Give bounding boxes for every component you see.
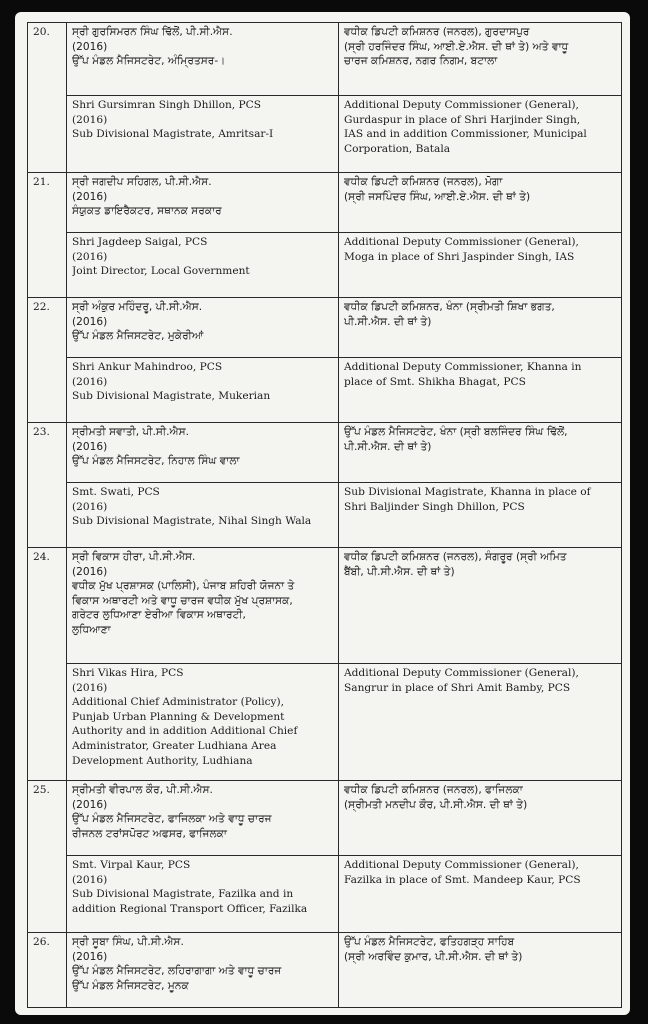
officer-english-line: Shri Gursimran Singh Dhillon, PCS bbox=[72, 99, 262, 111]
serial-number: 24. bbox=[28, 548, 67, 781]
officer-punjabi-line: (2016) bbox=[72, 798, 108, 811]
officer-punjabi bbox=[67, 548, 339, 664]
officer-english-line: Shri Vikas Hira, PCS bbox=[72, 667, 184, 679]
officer-english-line: (2016) bbox=[72, 873, 108, 886]
posting-punjabi bbox=[339, 298, 622, 358]
posting-punjabi-line: ਬੈਂਬੀ, ਪੀ.ਸੀ.ਐਸ. ਦੀ ਥਾਂ ਤੇ) bbox=[344, 565, 455, 578]
officer-english-line: (2016) bbox=[72, 375, 108, 388]
posting-english-line: IAS and in addition Commissioner, Municipal bbox=[344, 128, 587, 141]
posting-english-line: Corporation, Batala bbox=[344, 142, 451, 155]
officer-punjabi-line: (2016) bbox=[72, 315, 108, 328]
posting-english bbox=[339, 664, 622, 781]
officer-punjabi-line: ਲੁਧਿਆਣਾ bbox=[72, 623, 111, 636]
posting-english-line: Gurdaspur in place of Shri Harjinder Singh, bbox=[344, 113, 581, 126]
officer-punjabi-line: ਉੱਪ ਮੰਡਲ ਮੈਜਿਸਟਰੇਟ, ਮੂਨਕ bbox=[72, 979, 189, 992]
officer-english-line: Additional Chief Administrator (Policy), bbox=[72, 696, 285, 709]
officer-punjabi bbox=[67, 781, 339, 856]
posting-punjabi-line: (ਸ੍ਰੀ ਅਰਵਿੰਦ ਕੁਮਾਰ, ਪੀ.ਸੀ.ਐਸ. ਦੀ ਥਾਂ ਤੇ) bbox=[344, 950, 523, 963]
officer-punjabi-line: ਸ੍ਰੀਮਤੀ ਸਵਾਤੀ, ਪੀ.ਸੀ.ਐਸ. bbox=[72, 426, 190, 438]
entry-row-english bbox=[28, 96, 622, 173]
entry-row-punjabi bbox=[28, 423, 622, 483]
posting-english bbox=[339, 233, 622, 298]
entry-row-english bbox=[28, 664, 622, 781]
officer-english-line: Sub Divisional Magistrate, Fazilka and in bbox=[72, 888, 294, 901]
officer-punjabi-line: ਉੱਪ ਮੰਡਲ ਮੈਜਿਸਟਰੇਟ, ਲਹਿਰਾਗਾਗਾ ਅਤੇ ਵਾਧੂ ਚਾਰਜ bbox=[72, 965, 282, 978]
officer-english-line: (2016) bbox=[72, 500, 108, 513]
officer-punjabi-line: ਉੱਪ ਮੰਡਲ ਮੈਜਿਸਟਰੇਟ, ਅੰਮ੍ਰਿਤਸਰ-। bbox=[72, 55, 226, 68]
officer-punjabi bbox=[67, 173, 339, 233]
officer-english-line: Authority and in addition Additional Chief bbox=[72, 725, 298, 738]
officer-english bbox=[67, 358, 339, 423]
officer-english-line: Smt. Virpal Kaur, PCS bbox=[72, 859, 191, 871]
serial-number: 23. bbox=[28, 423, 67, 548]
entry-row-punjabi bbox=[28, 23, 622, 96]
officer-punjabi-line: ਉੱਪ ਮੰਡਲ ਮੈਜਿਸਟਰੇਟ, ਫਾਜਿਲਕਾ ਅਤੇ ਵਾਧੂ ਚਾਰਜ bbox=[72, 813, 272, 826]
posting-english-line: Sub Divisional Magistrate, Khanna in place of bbox=[344, 486, 591, 498]
posting-punjabi-line: (ਸ੍ਰੀ ਜਸਪਿੰਦਰ ਸਿੰਘ, ਆਈ.ਏ.ਐਸ. ਦੀ ਥਾਂ ਤੇ) bbox=[344, 190, 531, 203]
officer-punjabi-line: ਉੱਪ ਮੰਡਲ ਮੈਜਿਸਟਰੇਟ, ਨਿਹਾਲ ਸਿੰਘ ਵਾਲਾ bbox=[72, 455, 240, 468]
document-page bbox=[15, 12, 630, 1015]
posting-punjabi bbox=[339, 781, 622, 856]
officer-english-line: (2016) bbox=[72, 681, 108, 694]
officer-punjabi bbox=[67, 933, 339, 1008]
officer-english-line: (2016) bbox=[72, 250, 108, 263]
officer-punjabi-line: ਸ੍ਰੀਮਤੀ ਵੀਰਪਾਲ ਕੌਰ, ਪੀ.ਸੀ.ਐਸ. bbox=[72, 784, 213, 796]
entry-row-english bbox=[28, 483, 622, 548]
posting-punjabi-line: (ਸ੍ਰੀਮਤੀ ਮਨਦੀਪ ਕੌਰ, ਪੀ.ਸੀ.ਐਸ. ਦੀ ਥਾਂ ਤੇ) bbox=[344, 798, 528, 811]
posting-punjabi-line: ਚਾਰਜ ਕਮਿਸ਼ਨਰ, ਨਗਰ ਨਿਗਮ, ਬਟਾਲਾ bbox=[344, 55, 498, 68]
posting-punjabi-line: ਉੱਪ ਮੰਡਲ ਮੈਜਿਸਟਰੇਟ, ਖੰਨਾ (ਸ੍ਰੀ ਬਲਜਿੰਦਰ ਸਿੰਘ ਢਿੱਲੋਂ, bbox=[344, 426, 568, 438]
posting-punjabi-line: ਵਧੀਕ ਡਿਪਟੀ ਕਮਿਸ਼ਨਰ (ਜਨਰਲ), ਫਾਜਿਲਕਾ bbox=[344, 784, 523, 796]
serial-number: 25. bbox=[28, 781, 67, 933]
entry-row-punjabi bbox=[28, 548, 622, 664]
officer-punjabi-line: (2016) bbox=[72, 950, 108, 963]
officer-english-line: Joint Director, Local Government bbox=[72, 265, 250, 278]
officer-punjabi-line: ਸ੍ਰੀ ਵਿਕਾਸ ਹੀਰਾ, ਪੀ.ਸੀ.ਐਸ. bbox=[72, 551, 196, 563]
officer-punjabi-line: ਵਿਕਾਸ ਅਥਾਰਟੀ ਅਤੇ ਵਾਧੂ ਚਾਰਜ ਵਧੀਕ ਮੁੱਖ ਪ੍ਰਸ਼ਾਸਕ, bbox=[72, 594, 293, 607]
officer-english bbox=[67, 233, 339, 298]
posting-english-line: Moga in place of Shri Jaspinder Singh, IAS bbox=[344, 250, 575, 263]
posting-english bbox=[339, 358, 622, 423]
entry-row-punjabi bbox=[28, 298, 622, 358]
officer-english-line: Shri Jagdeep Saigal, PCS bbox=[72, 236, 208, 248]
officer-punjabi-line: (2016) bbox=[72, 40, 108, 53]
officer-english bbox=[67, 96, 339, 173]
officer-punjabi bbox=[67, 23, 339, 96]
serial-number: 22. bbox=[28, 298, 67, 423]
officer-punjabi-line: ਗਰੇਟਰ ਲੁਧਿਆਣਾ ਏਰੀਆ ਵਿਕਾਸ ਅਥਾਰਟੀ, bbox=[72, 609, 246, 622]
entry-row-english bbox=[28, 856, 622, 933]
posting-punjabi-line: ਉੱਪ ਮੰਡਲ ਮੈਜਿਸਟਰੇਟ, ਫਤਿਹਗੜ੍ਹ ਸਾਹਿਬ bbox=[344, 936, 515, 948]
posting-punjabi-line: (ਸ੍ਰੀ ਹਰਜਿੰਦਰ ਸਿੰਘ, ਆਈ.ਏ.ਐਸ. ਦੀ ਥਾਂ ਤੇ) ਅਤੇ ਵਾਧੂ bbox=[344, 40, 569, 53]
serial-number: 26. bbox=[28, 933, 67, 1008]
officer-punjabi bbox=[67, 423, 339, 483]
officer-punjabi-line: (2016) bbox=[72, 440, 108, 453]
officer-punjabi bbox=[67, 298, 339, 358]
officer-punjabi-line: ਉੱਪ ਮੰਡਲ ਮੈਜਿਸਟਰੇਟ, ਮੁਕੇਰੀਆਂ bbox=[72, 330, 204, 343]
officer-english-line: addition Regional Transport Officer, Fazilka bbox=[72, 902, 308, 915]
officer-punjabi-line: ਵਧੀਕ ਮੁੱਖ ਪ੍ਰਸ਼ਾਸਕ (ਪਾਲਿਸੀ), ਪੰਜਾਬ ਸ਼ਹਿਰੀ ਯੋਜਨਾ ਤੇ bbox=[72, 580, 295, 593]
entry-row-punjabi bbox=[28, 173, 622, 233]
officer-english bbox=[67, 483, 339, 548]
officer-english bbox=[67, 664, 339, 781]
posting-english-line: Additional Deputy Commissioner, Khanna in bbox=[344, 361, 582, 373]
transfer-orders-table bbox=[27, 22, 622, 1008]
posting-english bbox=[339, 96, 622, 173]
officer-english-line: Shri Ankur Mahindroo, PCS bbox=[72, 361, 223, 373]
entry-row-english bbox=[28, 233, 622, 298]
entry-row-punjabi bbox=[28, 781, 622, 856]
officer-english-line: Punjab Urban Planning & Development bbox=[72, 710, 285, 723]
posting-punjabi-line: ਪੀ.ਸੀ.ਐਸ. ਦੀ ਥਾਂ ਤੇ) bbox=[344, 440, 432, 453]
posting-english-line: Sangrur in place of Shri Amit Bamby, PCS bbox=[344, 681, 571, 694]
officer-english-line: Sub Divisional Magistrate, Nihal Singh Wala bbox=[72, 515, 312, 528]
posting-punjabi bbox=[339, 23, 622, 96]
posting-english-line: Additional Deputy Commissioner (General), bbox=[344, 667, 579, 679]
officer-english-line: Sub Divisional Magistrate, Amritsar-I bbox=[72, 128, 274, 141]
officer-punjabi-line: (2016) bbox=[72, 190, 108, 203]
posting-punjabi-line: ਵਧੀਕ ਡਿਪਟੀ ਕਮਿਸ਼ਨਰ, ਖੰਨਾ (ਸ੍ਰੀਮਤੀ ਸ਼ਿਖਾ ਭਗਤ, bbox=[344, 301, 555, 313]
posting-english-line: Shri Baljinder Singh Dhillon, PCS bbox=[344, 500, 525, 513]
officer-english bbox=[67, 856, 339, 933]
posting-english-line: Additional Deputy Commissioner (General), bbox=[344, 236, 579, 248]
officer-english-line: Development Authority, Ludhiana bbox=[72, 754, 253, 767]
posting-english-line: place of Smt. Shikha Bhagat, PCS bbox=[344, 375, 526, 388]
officer-punjabi-line: ਸ੍ਰੀ ਸੂਬਾ ਸਿੰਘ, ਪੀ.ਸੀ.ਐਸ. bbox=[72, 936, 184, 948]
officer-english-line: Smt. Swati, PCS bbox=[72, 486, 160, 498]
officer-english-line: Sub Divisional Magistrate, Mukerian bbox=[72, 390, 271, 403]
posting-punjabi-line: ਪੀ.ਸੀ.ਐਸ. ਦੀ ਥਾਂ ਤੇ) bbox=[344, 315, 432, 328]
officer-punjabi-line: ਸ੍ਰੀ ਗੁਰਸਿਮਰਨ ਸਿੰਘ ਢਿੱਲੋਂ, ਪੀ.ਸੀ.ਐਸ. bbox=[72, 26, 233, 38]
posting-english-line: Additional Deputy Commissioner (General), bbox=[344, 859, 579, 871]
posting-english-line: Fazilka in place of Smt. Mandeep Kaur, PCS bbox=[344, 873, 581, 886]
posting-punjabi bbox=[339, 423, 622, 483]
posting-english-line: Additional Deputy Commissioner (General), bbox=[344, 99, 579, 111]
officer-english-line: Administrator, Greater Ludhiana Area bbox=[72, 739, 277, 752]
officer-punjabi-line: (2016) bbox=[72, 565, 108, 578]
posting-punjabi bbox=[339, 548, 622, 664]
posting-english bbox=[339, 856, 622, 933]
posting-punjabi-line: ਵਧੀਕ ਡਿਪਟੀ ਕਮਿਸ਼ਨਰ (ਜਨਰਲ), ਸੰਗਰੂਰ (ਸ੍ਰੀ ਅਮਿਤ bbox=[344, 551, 567, 563]
posting-punjabi-line: ਵਧੀਕ ਡਿਪਟੀ ਕਮਿਸ਼ਨਰ (ਜਨਰਲ), ਗੁਰਦਾਸਪੁਰ bbox=[344, 26, 530, 38]
officer-punjabi-line: ਸ੍ਰੀ ਜਗਦੀਪ ਸਹਿਗਲ, ਪੀ.ਸੀ.ਐਸ. bbox=[72, 176, 212, 188]
posting-english bbox=[339, 483, 622, 548]
posting-punjabi bbox=[339, 933, 622, 1008]
transfer-orders-body bbox=[28, 23, 622, 1008]
serial-number: 20. bbox=[28, 23, 67, 173]
serial-number: 21. bbox=[28, 173, 67, 298]
officer-punjabi-line: ਸ੍ਰੀ ਅੰਕੁਰ ਮਹਿੰਦਰੂ, ਪੀ.ਸੀ.ਐਸ. bbox=[72, 301, 203, 313]
entry-row-punjabi bbox=[28, 933, 622, 1008]
officer-english-line: (2016) bbox=[72, 113, 108, 126]
officer-punjabi-line: ਰੀਜਨਲ ਟਰਾਂਸਪੋਰਟ ਅਫਸਰ, ਫਾਜਿਲਕਾ bbox=[72, 827, 227, 840]
officer-punjabi-line: ਸੰਯੁਕਤ ਡਾਇਰੈਕਟਰ, ਸਥਾਨਕ ਸਰਕਾਰ bbox=[72, 205, 222, 218]
entry-row-english bbox=[28, 358, 622, 423]
posting-punjabi-line: ਵਧੀਕ ਡਿਪਟੀ ਕਮਿਸ਼ਨਰ (ਜਨਰਲ), ਮੋਗਾ bbox=[344, 176, 503, 188]
posting-punjabi bbox=[339, 173, 622, 233]
